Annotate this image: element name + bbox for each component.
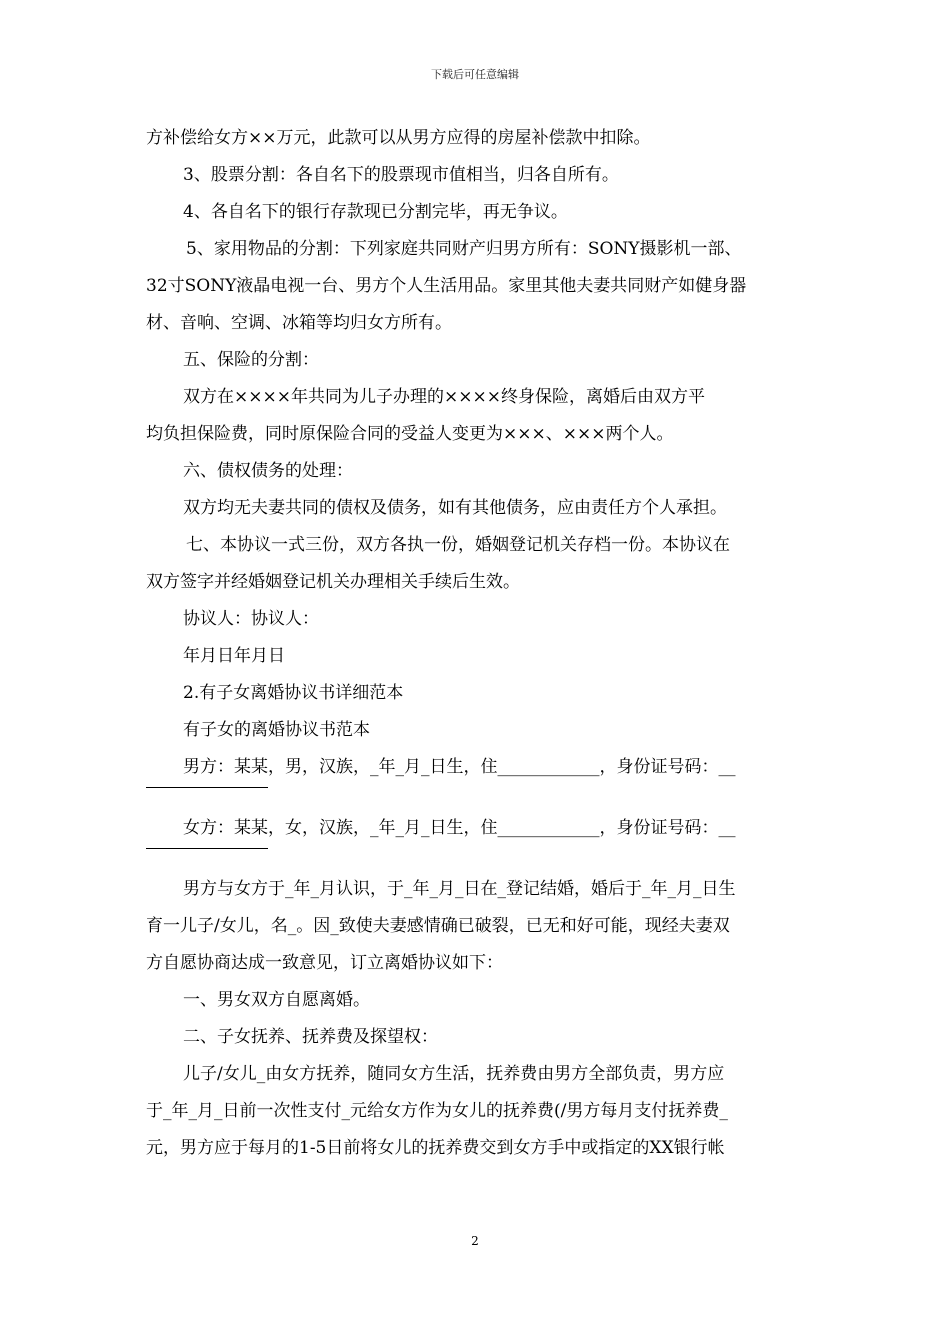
- paragraph-line: 于_年_月_日前一次性支付_元给女方作为女儿的抚养费(/男方每月支付抚养费_: [146, 1101, 728, 1121]
- section-heading: 二、子女抚养、抚养费及探望权：: [183, 1027, 438, 1047]
- party-female-line: 女方：某某，女，汉族，_年_月_日生，住____________，身份证号码：__: [183, 818, 736, 838]
- document-subtitle: 有子女的离婚协议书范本: [183, 720, 370, 740]
- blank-underline: [146, 786, 806, 810]
- section-heading: 五、保险的分割：: [183, 350, 319, 370]
- document-body: [146, 120, 806, 1167]
- blank-underline: [146, 847, 806, 871]
- section-title: 2.有子女离婚协议书详细范本: [183, 683, 404, 703]
- paragraph-line: 七、本协议一式三份，双方各执一份，婚姻登记机关存档一份。本协议在: [186, 535, 730, 555]
- paragraph-line: 双方在××××年共同为儿子办理的××××终身保险，离婚后由双方平: [183, 387, 705, 407]
- paragraph-line: 5、家用物品的分割：下列家庭共同财产归男方所有：SONY摄影机一部、: [186, 239, 742, 259]
- paragraph-line: 4、各自名下的银行存款现已分割完毕，再无争议。: [183, 202, 568, 222]
- paragraph-line: 儿子/女儿_由女方抚养，随同女方生活，抚养费由男方全部负责，男方应: [183, 1064, 725, 1084]
- paragraph-line: 方自愿协商达成一致意见，订立离婚协议如下：: [146, 953, 503, 973]
- page-header: 下载后可任意编辑: [431, 68, 519, 81]
- paragraph-line: 3、股票分割：各自名下的股票现市值相当，归各自所有。: [183, 165, 619, 185]
- paragraph-line: 元，男方应于每月的1-5日前将女儿的抚养费交到女方手中或指定的XX银行帐: [146, 1138, 725, 1158]
- paragraph-line: 双方签字并经婚姻登记机关办理相关手续后生效。: [146, 572, 520, 592]
- party-male-line: 男方：某某，男，汉族，_年_月_日生，住____________，身份证号码：__: [183, 757, 736, 777]
- page-number: 2: [471, 1234, 479, 1248]
- paragraph-line: 均负担保险费，同时原保险合同的受益人变更为×××、×××两个人。: [146, 424, 674, 444]
- paragraph-line: 方补偿给女方××万元，此款可以从男方应得的房屋补偿款中扣除。: [146, 128, 651, 148]
- date-line: 年月日年月日: [183, 646, 285, 666]
- paragraph-line: 育一儿子/女儿，名_。因_致使夫妻感情确已破裂，已无和好可能，现经夫妻双: [146, 916, 730, 936]
- paragraph-line: 男方与女方于_年_月认识，于_年_月_日在_登记结婚，婚后于_年_月_日生: [183, 879, 736, 899]
- paragraph-line: 32寸SONY液晶电视一台、男方个人生活用品。家里其他夫妻共同财产如健身器: [146, 276, 747, 296]
- paragraph-line: 双方均无夫妻共同的债权及债务，如有其他债务，应由责任方个人承担。: [183, 498, 727, 518]
- section-heading: 六、债权债务的处理：: [183, 461, 353, 481]
- paragraph-line: 材、音响、空调、冰箱等均归女方所有。: [146, 313, 452, 333]
- signature-line: 协议人：协议人：: [183, 609, 319, 629]
- section-heading: 一、男女双方自愿离婚。: [183, 990, 370, 1010]
